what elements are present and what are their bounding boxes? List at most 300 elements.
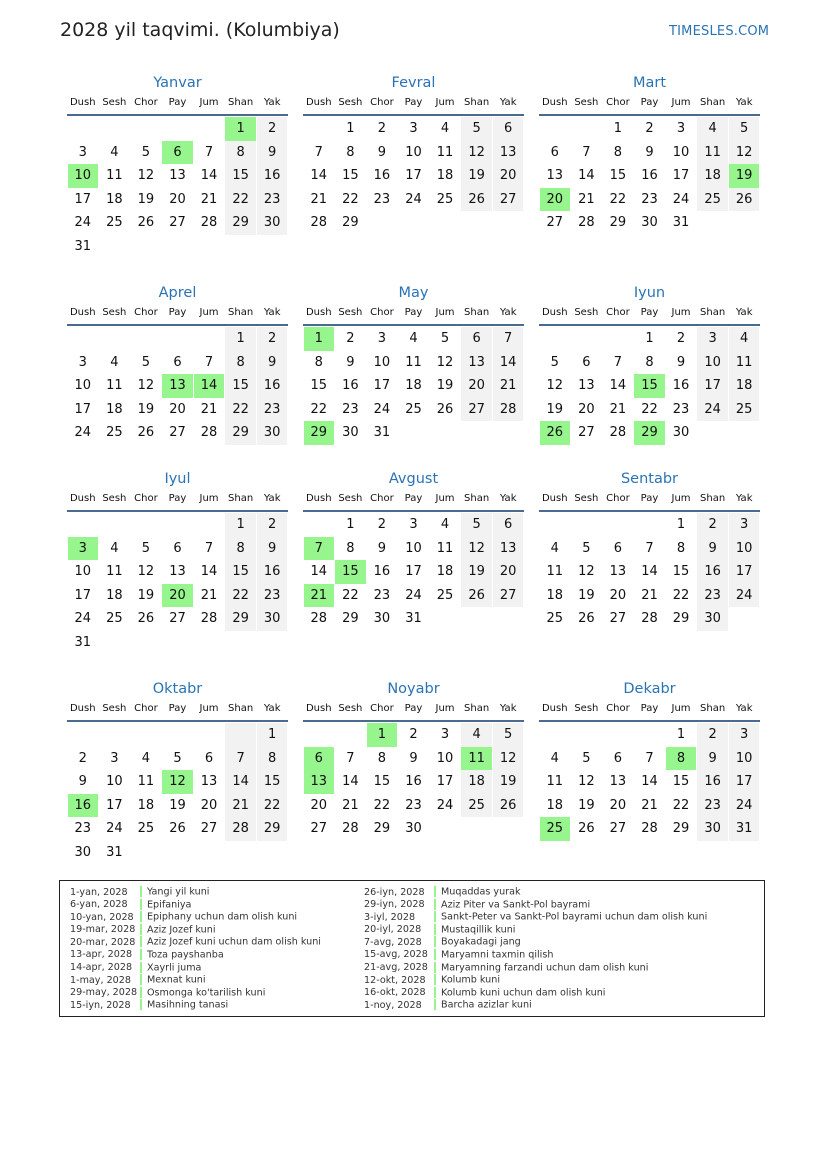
weekday-header bbox=[67, 701, 288, 716]
day-cell: 16 bbox=[257, 560, 288, 584]
weekday-label: Shan bbox=[228, 703, 254, 714]
day-cell: 18 bbox=[137, 797, 155, 813]
days-grid bbox=[303, 513, 524, 631]
weekday-header bbox=[67, 305, 288, 320]
day-cell: 15 bbox=[672, 564, 690, 580]
header-rule bbox=[303, 324, 524, 326]
weekday-header bbox=[303, 305, 524, 320]
empty-cell bbox=[99, 723, 130, 747]
site-link[interactable]: TIMESLES.COM bbox=[669, 24, 770, 39]
day-cell: 17 bbox=[405, 564, 422, 580]
day-cell: 17 bbox=[697, 374, 728, 398]
weekday-label: Shan bbox=[464, 493, 490, 504]
weekday-header bbox=[67, 491, 288, 506]
day-cell: 13 bbox=[609, 564, 627, 580]
day-cell: 1 bbox=[257, 723, 288, 747]
day-cell: 5 bbox=[141, 540, 151, 556]
day-cell: 26 bbox=[137, 215, 155, 231]
month-name: Avgust bbox=[388, 471, 439, 487]
day-cell: 6 bbox=[173, 540, 182, 556]
holiday-date: 1-yan, 2028 bbox=[70, 886, 128, 898]
day-cell: 26 bbox=[169, 821, 186, 837]
day-cell: 9 bbox=[377, 540, 387, 556]
day-cell: 3 bbox=[78, 354, 87, 370]
day-cell: 21 bbox=[310, 191, 328, 207]
weekday-label: Shan bbox=[228, 307, 254, 318]
day-cell: 13 bbox=[493, 141, 524, 165]
day-cell: 24 bbox=[436, 797, 454, 813]
holiday-date: 6-yan, 2028 bbox=[70, 899, 128, 911]
day-cell: 7 bbox=[613, 354, 623, 370]
day-cell: 8 bbox=[346, 144, 355, 160]
day-cell: 12 bbox=[578, 774, 595, 790]
weekday-label: Dush bbox=[541, 703, 568, 714]
day-cell: 19 bbox=[436, 378, 454, 394]
day-cell: 17 bbox=[74, 587, 92, 603]
day-cell: 19 bbox=[137, 587, 155, 603]
day-cell: 23 bbox=[697, 584, 728, 608]
day-cell: 29 bbox=[373, 821, 391, 837]
day-cell: 26 bbox=[578, 821, 595, 837]
day-cell: 5 bbox=[582, 750, 591, 766]
day-cell: 20 bbox=[609, 797, 627, 813]
day-cell: 8 bbox=[377, 750, 387, 766]
day-cell: 30 bbox=[697, 817, 728, 841]
day-cell: 1 bbox=[676, 517, 686, 532]
day-cell: 16 bbox=[641, 168, 658, 184]
holiday-date: 1-may, 2028 bbox=[70, 974, 131, 986]
day-cell: 11 bbox=[106, 564, 123, 580]
day-cell: 3 bbox=[729, 513, 760, 537]
holiday-date: 21-avg, 2028 bbox=[364, 962, 428, 974]
day-cell: 22 bbox=[225, 398, 256, 422]
day-cell: 17 bbox=[729, 560, 760, 584]
holiday-date: 13-apr, 2028 bbox=[70, 949, 133, 961]
holiday-row bbox=[70, 987, 321, 1000]
day-cell: 11 bbox=[546, 564, 564, 580]
day-cell: 12 bbox=[436, 354, 454, 370]
holiday-name: Mexnat kuni bbox=[147, 974, 206, 986]
empty-cell bbox=[131, 723, 162, 747]
day-cell: 5 bbox=[729, 117, 760, 141]
weekday-label: Jum bbox=[671, 703, 691, 714]
empty-cell bbox=[131, 513, 162, 537]
weekday-label: Chor bbox=[370, 493, 394, 504]
empty-cell bbox=[194, 513, 225, 537]
day-cell: 10 bbox=[672, 144, 690, 160]
weekday-label: Shan bbox=[228, 493, 254, 504]
day-cell: 4 bbox=[697, 117, 728, 141]
weekday-label: Pay bbox=[640, 307, 659, 318]
day-cell: 16 bbox=[373, 564, 391, 580]
day-cell: 15 bbox=[225, 560, 256, 584]
day-cell: 3 bbox=[697, 327, 728, 351]
holiday-row bbox=[364, 974, 707, 987]
day-cell: 14 bbox=[225, 770, 256, 794]
day-cell: 22 bbox=[225, 188, 256, 212]
day-cell: 23 bbox=[74, 821, 92, 837]
day-cell: 21 bbox=[225, 794, 256, 818]
holiday-marker bbox=[140, 936, 142, 947]
day-cell: 9 bbox=[697, 747, 728, 771]
day-cell: 10 bbox=[729, 747, 760, 771]
weekday-label: Chor bbox=[134, 703, 158, 714]
day-cell: 2 bbox=[645, 121, 654, 136]
holiday-name: Maryamni taxmin qilish bbox=[441, 949, 554, 961]
day-cell: 1 bbox=[225, 513, 256, 537]
month-yanvar bbox=[67, 73, 288, 259]
day-cell: 27 bbox=[169, 425, 186, 441]
day-cell: 27 bbox=[461, 398, 492, 422]
day-cell: 31 bbox=[106, 844, 123, 860]
day-cell: 26 bbox=[137, 425, 155, 441]
day-cell: 25 bbox=[106, 611, 123, 627]
holiday-day-cell: 8 bbox=[666, 747, 697, 771]
holiday-date: 3-iyl, 2028 bbox=[364, 911, 416, 923]
holiday-date: 12-okt, 2028 bbox=[364, 974, 426, 986]
day-cell: 24 bbox=[672, 191, 690, 207]
day-cell: 3 bbox=[440, 727, 450, 742]
day-cell: 16 bbox=[373, 168, 391, 184]
day-cell: 4 bbox=[110, 540, 119, 556]
day-cell: 15 bbox=[310, 378, 328, 394]
empty-cell bbox=[540, 723, 571, 747]
holiday-day-cell: 1 bbox=[367, 723, 398, 747]
day-cell: 19 bbox=[169, 797, 186, 813]
weekday-label: Sesh bbox=[338, 307, 363, 318]
empty-cell bbox=[304, 513, 335, 537]
month-name: Dekabr bbox=[623, 681, 676, 697]
weekday-label: Yak bbox=[499, 493, 517, 504]
day-cell: 19 bbox=[578, 797, 595, 813]
day-cell: 29 bbox=[225, 211, 256, 235]
holiday-name: Maryamning farzandi uchun dam olish kuni bbox=[441, 962, 649, 974]
day-cell: 2 bbox=[257, 327, 288, 351]
day-cell: 22 bbox=[373, 797, 391, 813]
days-grid bbox=[67, 513, 288, 655]
day-cell: 30 bbox=[257, 607, 288, 631]
day-cell: 13 bbox=[546, 168, 564, 184]
day-cell: 15 bbox=[225, 374, 256, 398]
day-cell: 28 bbox=[493, 398, 524, 422]
days-grid bbox=[303, 117, 524, 235]
day-cell: 6 bbox=[173, 354, 182, 370]
empty-cell bbox=[162, 327, 193, 351]
day-cell: 24 bbox=[74, 215, 92, 231]
empty-cell bbox=[603, 513, 634, 537]
weekday-label: Sesh bbox=[102, 97, 127, 108]
weekday-label: Chor bbox=[134, 97, 158, 108]
day-cell: 24 bbox=[74, 611, 92, 627]
weekday-label: Yak bbox=[263, 307, 281, 318]
day-cell: 21 bbox=[200, 401, 218, 417]
empty-cell bbox=[335, 723, 366, 747]
day-cell: 16 bbox=[697, 560, 728, 584]
holiday-day-cell: 13 bbox=[304, 770, 335, 794]
day-cell: 5 bbox=[461, 117, 492, 141]
day-cell: 18 bbox=[546, 587, 564, 603]
month-name: Iyul bbox=[164, 471, 191, 487]
day-cell: 4 bbox=[110, 144, 119, 160]
day-cell: 27 bbox=[200, 821, 218, 837]
day-cell: 24 bbox=[729, 584, 760, 608]
holiday-name: Xayrli juma bbox=[147, 962, 202, 974]
day-cell: 26 bbox=[493, 794, 524, 818]
days-grid bbox=[539, 327, 760, 445]
day-cell: 25 bbox=[436, 191, 454, 207]
day-cell: 7 bbox=[346, 750, 355, 766]
day-cell: 17 bbox=[672, 168, 690, 184]
day-cell: 9 bbox=[377, 144, 387, 160]
month-aprel bbox=[67, 283, 288, 445]
day-cell: 23 bbox=[342, 401, 359, 417]
day-cell: 22 bbox=[342, 191, 359, 207]
day-cell: 18 bbox=[697, 164, 728, 188]
weekday-label: Shan bbox=[464, 307, 490, 318]
holiday-name: Epifaniya bbox=[147, 899, 192, 911]
day-cell: 13 bbox=[578, 378, 595, 394]
weekday-label: Jum bbox=[435, 493, 455, 504]
day-cell: 20 bbox=[493, 164, 524, 188]
holiday-day-cell: 13 bbox=[162, 374, 193, 398]
holiday-date: 15-avg, 2028 bbox=[364, 949, 428, 961]
weekday-label: Jum bbox=[435, 307, 455, 318]
day-cell: 22 bbox=[310, 401, 328, 417]
weekday-label: Yak bbox=[735, 307, 753, 318]
day-cell: 29 bbox=[257, 817, 288, 841]
day-cell: 28 bbox=[342, 821, 359, 837]
day-cell: 14 bbox=[200, 564, 218, 580]
day-cell: 28 bbox=[200, 425, 218, 441]
day-cell: 22 bbox=[257, 794, 288, 818]
day-cell: 11 bbox=[106, 168, 123, 184]
weekday-header bbox=[539, 701, 760, 716]
weekday-label: Sesh bbox=[102, 493, 127, 504]
weekday-label: Yak bbox=[499, 97, 517, 108]
day-cell: 30 bbox=[697, 607, 728, 631]
day-cell: 13 bbox=[200, 774, 218, 790]
day-cell: 3 bbox=[729, 723, 760, 747]
empty-cell bbox=[571, 117, 602, 141]
month-name: Iyun bbox=[633, 285, 666, 301]
day-cell: 22 bbox=[641, 401, 658, 417]
empty-cell bbox=[540, 513, 571, 537]
day-cell: 8 bbox=[257, 747, 288, 771]
weekday-label: Pay bbox=[404, 493, 423, 504]
weekday-label: Jum bbox=[671, 97, 691, 108]
weekday-label: Chor bbox=[606, 703, 630, 714]
day-cell: 24 bbox=[697, 398, 728, 422]
day-cell: 24 bbox=[729, 794, 760, 818]
holiday-name: Epiphany uchun dam olish kuni bbox=[147, 911, 298, 923]
empty-cell bbox=[99, 327, 130, 351]
holiday-day-cell: 29 bbox=[634, 421, 665, 445]
day-cell: 15 bbox=[342, 168, 359, 184]
weekday-label: Jum bbox=[199, 703, 219, 714]
holiday-row bbox=[70, 962, 321, 975]
day-cell: 25 bbox=[546, 611, 564, 627]
day-cell: 5 bbox=[550, 354, 559, 370]
day-cell: 25 bbox=[697, 188, 728, 212]
day-cell: 23 bbox=[257, 188, 288, 212]
day-cell: 28 bbox=[641, 821, 658, 837]
day-cell: 5 bbox=[440, 331, 450, 346]
day-cell: 30 bbox=[641, 215, 658, 231]
holiday-row bbox=[364, 911, 707, 924]
header-rule bbox=[303, 510, 524, 512]
day-cell: 31 bbox=[373, 425, 391, 441]
day-cell: 30 bbox=[74, 844, 92, 860]
weekday-label: Pay bbox=[404, 307, 423, 318]
empty-cell bbox=[603, 723, 634, 747]
day-cell: 7 bbox=[225, 747, 256, 771]
weekday-label: Dush bbox=[69, 703, 96, 714]
holiday-date: 20-iyl, 2028 bbox=[364, 924, 422, 936]
day-cell: 3 bbox=[78, 144, 87, 160]
empty-cell bbox=[68, 327, 99, 351]
day-cell: 8 bbox=[645, 354, 654, 370]
day-cell: 21 bbox=[200, 191, 218, 207]
day-cell: 20 bbox=[310, 797, 328, 813]
holiday-name: Sankt-Peter va Sankt-Pol bayrami uchun dam olish kuni bbox=[441, 911, 708, 923]
weekday-header bbox=[539, 95, 760, 110]
day-cell: 26 bbox=[461, 188, 492, 212]
day-cell: 14 bbox=[641, 564, 658, 580]
month-avgust bbox=[303, 469, 524, 631]
day-cell: 29 bbox=[672, 821, 690, 837]
weekday-label: Shan bbox=[700, 703, 726, 714]
day-cell: 23 bbox=[373, 191, 391, 207]
day-cell: 19 bbox=[137, 401, 155, 417]
holiday-day-cell: 3 bbox=[68, 537, 99, 561]
month-name: Fevral bbox=[391, 75, 436, 91]
days-grid bbox=[67, 327, 288, 445]
day-cell: 27 bbox=[310, 821, 328, 837]
weekday-label: Pay bbox=[640, 493, 659, 504]
holiday-day-cell: 26 bbox=[540, 421, 571, 445]
day-cell: 28 bbox=[641, 611, 658, 627]
month-name: Mart bbox=[632, 75, 667, 91]
day-cell: 27 bbox=[169, 215, 186, 231]
holiday-marker bbox=[140, 999, 142, 1010]
month-iyul bbox=[67, 469, 288, 655]
holiday-row bbox=[70, 886, 321, 899]
empty-cell bbox=[68, 117, 99, 141]
weekday-label: Jum bbox=[435, 97, 455, 108]
day-cell: 13 bbox=[169, 564, 186, 580]
weekday-header bbox=[67, 95, 288, 110]
day-cell: 30 bbox=[257, 211, 288, 235]
holiday-day-cell: 15 bbox=[335, 560, 366, 584]
day-cell: 9 bbox=[645, 144, 654, 160]
holiday-name: Aziz Jozef kuni bbox=[147, 924, 216, 936]
day-cell: 12 bbox=[137, 168, 155, 184]
month-name: May bbox=[398, 285, 429, 301]
day-cell: 23 bbox=[641, 191, 658, 207]
weekday-header bbox=[303, 95, 524, 110]
holiday-day-cell: 15 bbox=[634, 374, 665, 398]
day-cell: 25 bbox=[405, 401, 422, 417]
day-cell: 11 bbox=[436, 144, 454, 160]
day-cell: 16 bbox=[257, 374, 288, 398]
day-cell: 17 bbox=[74, 401, 92, 417]
page-title: 2028 yil taqvimi. (Kolumbiya) bbox=[60, 19, 340, 41]
weekday-label: Chor bbox=[134, 307, 158, 318]
day-cell: 28 bbox=[609, 425, 627, 441]
month-noyabr bbox=[303, 679, 524, 841]
day-cell: 4 bbox=[141, 750, 151, 766]
day-cell: 20 bbox=[578, 401, 595, 417]
weekday-label: Jum bbox=[671, 493, 691, 504]
weekday-label: Shan bbox=[464, 97, 490, 108]
holiday-row bbox=[70, 924, 321, 937]
header-rule bbox=[539, 510, 760, 512]
day-cell: 6 bbox=[582, 354, 591, 370]
weekday-label: Pay bbox=[168, 493, 187, 504]
day-cell: 7 bbox=[204, 540, 214, 556]
day-cell: 9 bbox=[257, 537, 288, 561]
weekday-label: Pay bbox=[404, 703, 423, 714]
day-cell: 30 bbox=[257, 421, 288, 445]
month-oktabr bbox=[67, 679, 288, 865]
day-cell: 23 bbox=[697, 794, 728, 818]
day-cell: 25 bbox=[106, 425, 123, 441]
day-cell: 21 bbox=[609, 401, 627, 417]
day-cell: 19 bbox=[461, 164, 492, 188]
weekday-label: Shan bbox=[228, 97, 254, 108]
day-cell: 16 bbox=[342, 378, 359, 394]
day-cell: 11 bbox=[436, 540, 454, 556]
empty-cell bbox=[634, 513, 665, 537]
weekday-label: Dush bbox=[69, 493, 96, 504]
weekday-label: Dush bbox=[305, 97, 332, 108]
day-cell: 17 bbox=[373, 378, 391, 394]
day-cell: 15 bbox=[672, 774, 690, 790]
weekday-label: Pay bbox=[640, 97, 659, 108]
holiday-marker bbox=[434, 987, 436, 998]
day-cell: 20 bbox=[169, 191, 186, 207]
weekday-label: Chor bbox=[370, 97, 394, 108]
holiday-marker bbox=[434, 886, 436, 897]
holiday-row bbox=[364, 999, 707, 1012]
day-cell: 9 bbox=[697, 537, 728, 561]
day-cell: 3 bbox=[377, 331, 387, 346]
weekday-label: Jum bbox=[199, 493, 219, 504]
empty-cell bbox=[68, 723, 99, 747]
day-cell: 30 bbox=[373, 611, 391, 627]
holiday-day-cell: 11 bbox=[461, 747, 492, 771]
day-cell: 19 bbox=[546, 401, 564, 417]
day-cell: 7 bbox=[314, 144, 323, 160]
empty-cell bbox=[194, 723, 225, 747]
day-cell: 27 bbox=[609, 611, 627, 627]
holiday-day-cell: 6 bbox=[162, 141, 193, 165]
day-cell: 8 bbox=[613, 144, 623, 160]
holiday-date: 29-may, 2028 bbox=[70, 987, 138, 999]
weekday-label: Chor bbox=[606, 307, 630, 318]
weekday-label: Sesh bbox=[574, 97, 599, 108]
holiday-day-cell: 6 bbox=[304, 747, 335, 771]
month-name: Yanvar bbox=[153, 75, 202, 91]
holiday-row bbox=[70, 899, 321, 912]
holiday-date: 15-iyn, 2028 bbox=[70, 999, 131, 1011]
day-cell: 18 bbox=[546, 797, 564, 813]
day-cell: 18 bbox=[405, 378, 422, 394]
holiday-marker bbox=[434, 949, 436, 960]
header-rule bbox=[67, 720, 288, 722]
day-cell: 25 bbox=[106, 215, 123, 231]
day-cell: 9 bbox=[257, 351, 288, 375]
